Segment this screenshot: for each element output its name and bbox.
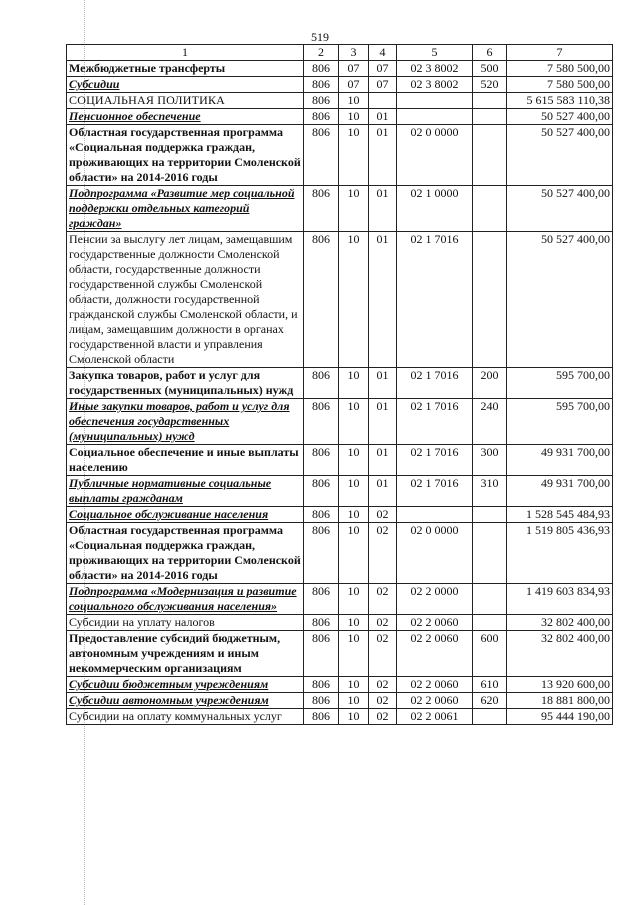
row-section-code: 10: [339, 109, 369, 125]
row-name: Субсидии автономным учреждениям: [67, 693, 304, 709]
row-subsection-code: 01: [369, 445, 397, 476]
row-target-article: 02 2 0061: [397, 709, 473, 725]
row-amount: 1 419 603 834,93: [507, 584, 613, 615]
header-col-7: 7: [507, 45, 613, 61]
header-col-3: 3: [339, 45, 369, 61]
row-amount: 595 700,00: [507, 368, 613, 399]
row-target-article: 02 2 0000: [397, 584, 473, 615]
header-col-1: 1: [67, 45, 304, 61]
row-expense-type: 600: [473, 631, 507, 677]
row-expense-type: 500: [473, 61, 507, 77]
row-expense-type: 610: [473, 677, 507, 693]
row-ministry-code: 806: [304, 186, 339, 232]
row-expense-type: [473, 584, 507, 615]
row-section-code: 10: [339, 615, 369, 631]
row-subsection-code: [369, 93, 397, 109]
header-col-5: 5: [397, 45, 473, 61]
row-ministry-code: 806: [304, 232, 339, 368]
row-name: Субсидии на оплату коммунальных услуг: [67, 709, 304, 725]
header-col-2: 2: [304, 45, 339, 61]
row-name: СОЦИАЛЬНАЯ ПОЛИТИКА: [67, 93, 304, 109]
row-subsection-code: 02: [369, 523, 397, 584]
header-row: [67, 45, 613, 61]
row-target-article: 02 1 7016: [397, 445, 473, 476]
row-ministry-code: 806: [304, 399, 339, 445]
row-name: Областная государственная программа «Социальная поддержка граждан, проживающих на территории Смоленской области» на 2014-2016 годы: [67, 125, 304, 186]
row-subsection-code: 02: [369, 507, 397, 523]
row-section-code: 10: [339, 186, 369, 232]
row-target-article: 02 1 7016: [397, 368, 473, 399]
row-amount: 50 527 400,00: [507, 232, 613, 368]
row-ministry-code: 806: [304, 523, 339, 584]
page-number: 519: [311, 30, 329, 44]
row-amount: 49 931 700,00: [507, 476, 613, 507]
row-ministry-code: 806: [304, 709, 339, 725]
row-expense-type: 300: [473, 445, 507, 476]
row-section-code: 07: [339, 61, 369, 77]
row-target-article: 02 3 8002: [397, 61, 473, 77]
row-ministry-code: 806: [304, 476, 339, 507]
row-subsection-code: 07: [369, 61, 397, 77]
row-target-article: [397, 507, 473, 523]
row-name: Закупка товаров, работ и услуг для государственных (муниципальных) нужд: [67, 368, 304, 399]
row-name: Предоставление субсидий бюджетным, автономным учреждениям и иным некоммерческим организациям: [67, 631, 304, 677]
row-amount: 49 931 700,00: [507, 445, 613, 476]
row-target-article: 02 1 0000: [397, 186, 473, 232]
row-expense-type: [473, 232, 507, 368]
row-name: Социальное обеспечение и иные выплаты населению: [67, 445, 304, 476]
row-ministry-code: 806: [304, 693, 339, 709]
row-expense-type: 240: [473, 399, 507, 445]
row-subsection-code: 01: [369, 186, 397, 232]
row-amount: 7 580 500,00: [507, 77, 613, 93]
row-subsection-code: 02: [369, 615, 397, 631]
row-section-code: 10: [339, 399, 369, 445]
table-row: [67, 232, 613, 368]
row-amount: 50 527 400,00: [507, 109, 613, 125]
row-section-code: 10: [339, 677, 369, 693]
row-ministry-code: 806: [304, 615, 339, 631]
row-name: Пенсионное обеспечение: [67, 109, 304, 125]
row-target-article: [397, 93, 473, 109]
row-section-code: 10: [339, 693, 369, 709]
row-ministry-code: 806: [304, 77, 339, 93]
row-section-code: 10: [339, 507, 369, 523]
table-row: [67, 399, 613, 445]
row-expense-type: [473, 109, 507, 125]
row-target-article: 02 0 0000: [397, 523, 473, 584]
header-col-4: 4: [369, 45, 397, 61]
row-section-code: 10: [339, 709, 369, 725]
row-expense-type: 620: [473, 693, 507, 709]
table-row: [67, 109, 613, 125]
row-subsection-code: 07: [369, 77, 397, 93]
row-subsection-code: 02: [369, 693, 397, 709]
table-row: [67, 61, 613, 77]
row-name: Социальное обслуживание населения: [67, 507, 304, 523]
row-target-article: 02 1 7016: [397, 476, 473, 507]
row-amount: 50 527 400,00: [507, 186, 613, 232]
row-ministry-code: 806: [304, 445, 339, 476]
row-name: Субсидии: [67, 77, 304, 93]
row-target-article: 02 1 7016: [397, 399, 473, 445]
row-target-article: 02 3 8002: [397, 77, 473, 93]
row-amount: 595 700,00: [507, 399, 613, 445]
row-subsection-code: 02: [369, 631, 397, 677]
row-target-article: 02 0 0000: [397, 125, 473, 186]
row-section-code: 10: [339, 584, 369, 615]
row-expense-type: [473, 615, 507, 631]
row-amount: 32 802 400,00: [507, 615, 613, 631]
row-expense-type: [473, 507, 507, 523]
row-expense-type: [473, 523, 507, 584]
row-amount: 50 527 400,00: [507, 125, 613, 186]
table-row: [67, 507, 613, 523]
row-subsection-code: 02: [369, 709, 397, 725]
row-section-code: 07: [339, 77, 369, 93]
row-expense-type: [473, 709, 507, 725]
table-row: [67, 93, 613, 109]
row-expense-type: 310: [473, 476, 507, 507]
table-row: [67, 693, 613, 709]
row-amount: 5 615 583 110,38: [507, 93, 613, 109]
table-row: [67, 476, 613, 507]
row-ministry-code: 806: [304, 584, 339, 615]
row-name: Субсидии бюджетным учреждениям: [67, 677, 304, 693]
table-row: [67, 125, 613, 186]
row-name: Иные закупки товаров, работ и услуг для обеспечения государственных (муниципальных) нужд: [67, 399, 304, 445]
row-ministry-code: 806: [304, 368, 339, 399]
row-amount: 7 580 500,00: [507, 61, 613, 77]
row-target-article: 02 2 0060: [397, 677, 473, 693]
table-row: [67, 523, 613, 584]
row-name: Областная государственная программа «Социальная поддержка граждан, проживающих на территории Смоленской области» на 2014-2016 годы: [67, 523, 304, 584]
row-target-article: [397, 109, 473, 125]
row-expense-type: [473, 186, 507, 232]
table-row: [67, 445, 613, 476]
row-expense-type: 200: [473, 368, 507, 399]
row-target-article: 02 2 0060: [397, 631, 473, 677]
row-name: Публичные нормативные социальные выплаты гражданам: [67, 476, 304, 507]
row-subsection-code: 01: [369, 232, 397, 368]
row-section-code: 10: [339, 93, 369, 109]
table-body: [67, 61, 613, 725]
row-section-code: 10: [339, 631, 369, 677]
row-target-article: 02 2 0060: [397, 693, 473, 709]
row-section-code: 10: [339, 445, 369, 476]
row-ministry-code: 806: [304, 677, 339, 693]
row-subsection-code: 02: [369, 584, 397, 615]
row-name: Подпрограмма «Развитие мер социальной поддержки отдельных категорий граждан»: [67, 186, 304, 232]
table-row: [67, 677, 613, 693]
row-expense-type: [473, 125, 507, 186]
row-name: Пенсии за выслугу лет лицам, замещавшим государственные должности Смоленской области, государственные должности государственной службы Смоленской области, должности государственной гражданской службы Смоленской области, и лицам, замещавшим должности в органах государственной власти и управления Смоленской области: [67, 232, 304, 368]
table-row: [67, 631, 613, 677]
row-section-code: 10: [339, 232, 369, 368]
row-section-code: 10: [339, 368, 369, 399]
row-ministry-code: 806: [304, 507, 339, 523]
row-ministry-code: 806: [304, 125, 339, 186]
row-subsection-code: 02: [369, 677, 397, 693]
row-ministry-code: 806: [304, 109, 339, 125]
row-expense-type: [473, 93, 507, 109]
row-amount: 1 519 805 436,93: [507, 523, 613, 584]
row-ministry-code: 806: [304, 61, 339, 77]
row-amount: 32 802 400,00: [507, 631, 613, 677]
header-col-6: 6: [473, 45, 507, 61]
row-ministry-code: 806: [304, 631, 339, 677]
table-row: [67, 615, 613, 631]
row-subsection-code: 01: [369, 476, 397, 507]
row-name: Межбюджетные трансферты: [67, 61, 304, 77]
row-subsection-code: 01: [369, 399, 397, 445]
table-row: [67, 709, 613, 725]
row-expense-type: 520: [473, 77, 507, 93]
table-row: [67, 584, 613, 615]
table-row: [67, 368, 613, 399]
row-target-article: 02 2 0060: [397, 615, 473, 631]
row-section-code: 10: [339, 125, 369, 186]
row-subsection-code: 01: [369, 368, 397, 399]
row-amount: 13 920 600,00: [507, 677, 613, 693]
row-section-code: 10: [339, 523, 369, 584]
row-amount: 95 444 190,00: [507, 709, 613, 725]
budget-table: [66, 44, 613, 725]
table-row: [67, 77, 613, 93]
table-row: [67, 186, 613, 232]
row-target-article: 02 1 7016: [397, 232, 473, 368]
row-section-code: 10: [339, 476, 369, 507]
row-amount: 1 528 545 484,93: [507, 507, 613, 523]
row-subsection-code: 01: [369, 109, 397, 125]
row-name: Подпрограмма «Модернизация и развитие социального обслуживания населения»: [67, 584, 304, 615]
row-amount: 18 881 800,00: [507, 693, 613, 709]
row-name: Субсидии на уплату налогов: [67, 615, 304, 631]
row-ministry-code: 806: [304, 93, 339, 109]
row-subsection-code: 01: [369, 125, 397, 186]
